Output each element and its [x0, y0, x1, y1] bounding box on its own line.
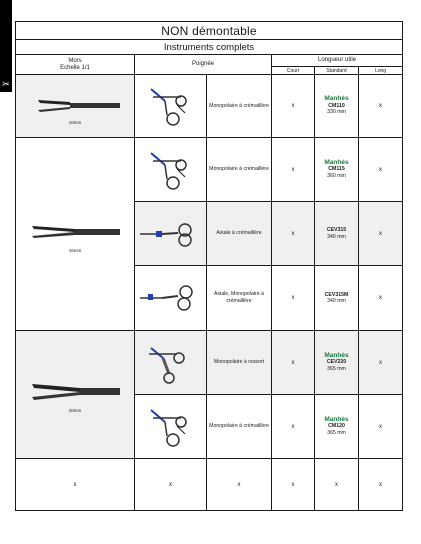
scissors-icon: ✂: [2, 79, 10, 89]
standard-reference: [315, 331, 359, 395]
long-value: x: [359, 266, 403, 331]
court-value: x: [272, 75, 315, 138]
standard-reference: [315, 138, 359, 202]
standard-reference: [315, 202, 359, 266]
empty-row: [16, 459, 403, 511]
brand-label: Manhès: [324, 415, 349, 423]
axial-monopolar-handle-icon: [138, 283, 204, 313]
product-code: CM120: [328, 423, 345, 430]
length-value: 365 mm: [327, 429, 346, 436]
header-longueur: Longueur utile: [272, 55, 403, 67]
length-value: 365 mm: [327, 365, 346, 372]
product-code: CEV315M: [324, 291, 349, 298]
header-mors-label: Mors: [68, 57, 82, 64]
empty-mors: x: [16, 459, 135, 511]
product-code: CEV220: [326, 359, 347, 366]
jaw-size-label: 10mm: [68, 119, 82, 125]
long-value: x: [359, 395, 403, 459]
court-value: x: [272, 138, 315, 202]
handle-image-cell: [135, 202, 207, 266]
handle-description: Monopolaire à crémaillère: [207, 75, 272, 138]
jaw-15mm-icon: [30, 216, 120, 246]
jaw-10mm-icon: [30, 88, 120, 118]
jaw-size-label: 15mm: [68, 247, 82, 253]
header-standard: Standard: [315, 67, 359, 75]
handle-description: Axiale, Monopolaire à crémaillère: [207, 266, 272, 331]
standard-reference: [315, 75, 359, 138]
handle-description: Monopolaire à crémaillère: [207, 395, 272, 459]
court-value: x: [272, 266, 315, 331]
empty-standard: x: [315, 459, 359, 511]
handle-description: Axiale à crémaillère: [207, 202, 272, 266]
jaw-cell-20mm: [16, 331, 135, 459]
length-value: 330 mm: [327, 109, 346, 116]
brand-label: Manhès: [324, 95, 349, 103]
length-value: 360 mm: [327, 172, 346, 179]
empty-handle-description: x: [207, 459, 272, 511]
court-value: x: [272, 202, 315, 266]
standard-reference: [315, 395, 359, 459]
side-tab-marker: [0, 0, 12, 92]
handle-image-cell: [135, 331, 207, 395]
header-long: Long: [359, 67, 403, 75]
long-value: x: [359, 75, 403, 138]
page-title: NON démontable: [16, 22, 403, 40]
handle-image-cell: [135, 138, 207, 202]
header-scale-label: Echelle 1/1: [60, 64, 90, 71]
axial-ratchet-handle-icon: [138, 219, 204, 249]
monopolar-spring-handle-icon: [143, 340, 199, 386]
empty-court: x: [272, 459, 315, 511]
handle-image-cell: [135, 75, 207, 138]
jaw-cell-15mm: [16, 138, 135, 331]
monopolar-ratchet-handle-icon: [143, 404, 199, 450]
empty-long: x: [359, 459, 403, 511]
standard-reference: [315, 266, 359, 331]
brand-label: Manhès: [324, 351, 349, 359]
catalog-table: [15, 21, 403, 511]
jaw-cell-10mm: [16, 75, 135, 138]
handle-image-cell: [135, 266, 207, 331]
monopolar-ratchet-handle-icon: [143, 83, 199, 129]
brand-label: Manhès: [324, 158, 349, 166]
product-code: CM110: [328, 102, 345, 109]
monopolar-ratchet-handle-icon: [143, 147, 199, 193]
handle-description: Monopolaire à crémaillère: [207, 138, 272, 202]
header-mors: [16, 55, 135, 75]
product-code: CEV315: [326, 227, 347, 233]
length-value: 340 mm: [327, 298, 346, 304]
header-court: Court: [272, 67, 315, 75]
long-value: x: [359, 202, 403, 266]
jaw-20mm-icon: [30, 376, 120, 406]
long-value: x: [359, 331, 403, 395]
header-poignee: Poignée: [135, 55, 272, 75]
jaw-size-label: 20mm: [68, 408, 82, 413]
product-code: CM115: [328, 166, 345, 173]
handle-image-cell: [135, 395, 207, 459]
section-subtitle: Instruments complets: [16, 40, 403, 55]
long-value: x: [359, 138, 403, 202]
court-value: x: [272, 395, 315, 459]
court-value: x: [272, 331, 315, 395]
handle-description: Monopolaire à ressort: [207, 331, 272, 395]
length-value: 340 mm: [327, 233, 346, 240]
empty-handle-image: x: [135, 459, 207, 511]
